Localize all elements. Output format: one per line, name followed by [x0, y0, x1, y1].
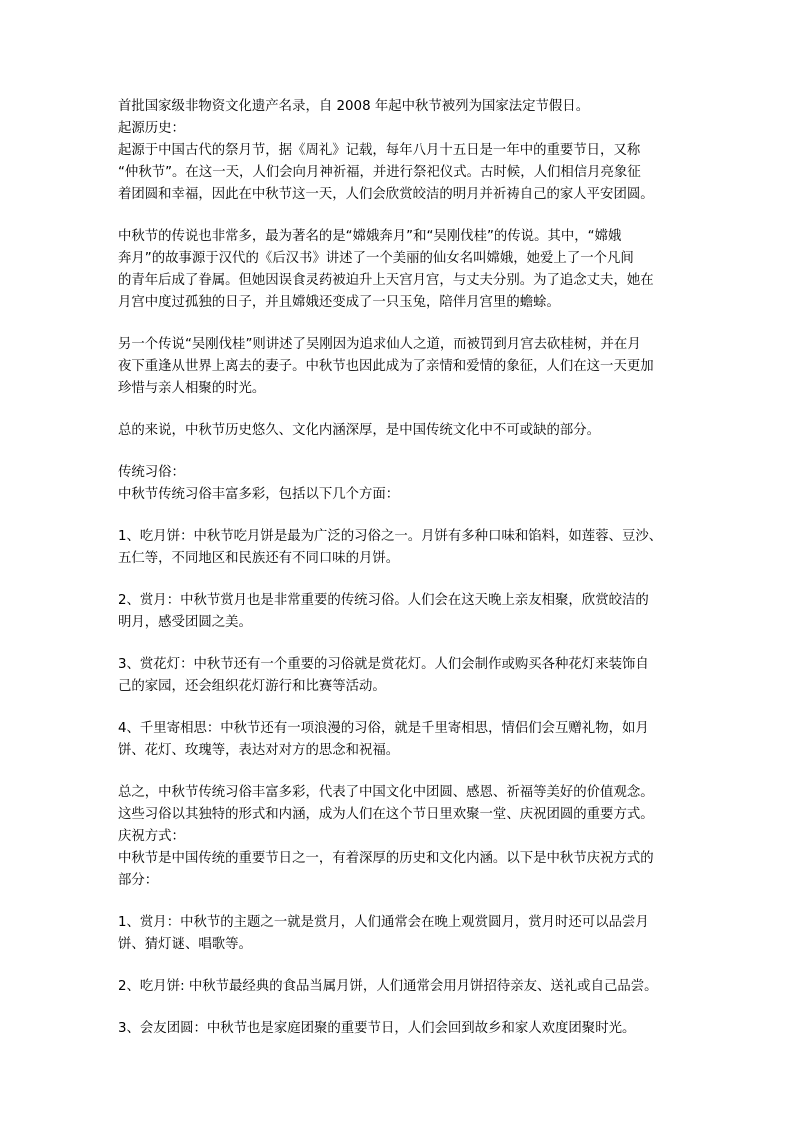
- text-line: 这些习俗以其独特的形式和内涵，成为人们在这个节日里欢聚一堂、庆祝团圆的重要方式。: [118, 807, 654, 822]
- text-line: 4、千里寄相思：中秋节还有一项浪漫的习俗，就是千里寄相思，情侣们会互赠礼物，如月: [118, 721, 649, 736]
- text-line: 奔月”的故事源于汉代的《后汉书》讲述了一个美丽的仙女名叫嫦娥，她爱上了一个凡间: [118, 251, 634, 266]
- customs-item-4: [118, 718, 684, 762]
- text-line: 己的家园，还会组织花灯游行和比赛等活动。: [118, 679, 386, 694]
- customs-item-1: [118, 526, 684, 570]
- celebration-item-2: [118, 976, 684, 998]
- text-line: 夜下重逢从世界上离去的妻子。中秋节也因此成为了亲情和爱情的象征，人们在这一天更加: [118, 359, 654, 374]
- celebration-heading: 庆祝方式：: [118, 829, 185, 844]
- text-line: 2、赏月：中秋节赏月也是非常重要的传统习俗。人们会在这天晚上亲友相聚，欣赏皎洁的: [118, 593, 649, 608]
- text-line: 珍惜与亲人相聚的时光。: [118, 381, 266, 396]
- text-line: 总的来说，中秋节历史悠久、文化内涵深厚，是中国传统文化中不可或缺的部分。: [118, 423, 601, 438]
- celebration-lead: [118, 848, 684, 892]
- text-line: 中秋节的传说也非常多，最为著名的是“嫦娥奔月”和“吴刚伐桂”的传说。其中，“嫦娥: [118, 229, 622, 244]
- text-line: 总之，中秋节传统习俗丰富多彩，代表了中国文化中团圆、感恩、祈福等美好的价值观念。: [118, 785, 654, 800]
- text-line: 月宫中度过孤独的日子，并且嫦娥还变成了一只玉兔，陪伴月宫里的蟾蜍。: [118, 295, 560, 310]
- text-line: 3、会友团圆：中秋节也是家庭团聚的重要节日，人们会回到故乡和家人欢度团聚时光。: [118, 1021, 636, 1036]
- text-line: 3、赏花灯：中秋节还有一个重要的习俗就是赏花灯。人们会制作或购买各种花灯来装饰自: [118, 657, 649, 672]
- text-line: “仲秋节”。在这一天，人们会向月神祈福，并进行祭祀仪式。古时候，人们相信月亮象征: [118, 165, 641, 180]
- text-line: 2、吃月饼: 中秋节最经典的食品当属月饼，人们通常会用月饼招待亲友、送礼或自己品尝。: [118, 979, 658, 994]
- origin-heading: 起源历史：: [118, 121, 185, 136]
- celebration-item-3: [118, 1018, 684, 1040]
- text-line: 中秋节是中国传统的重要节日之一，有着深厚的历史和文化内涵。以下是中秋节庆祝方式的: [118, 851, 654, 866]
- text-line: 着团圆和幸福，因此在中秋节这一天，人们会欣赏皎洁的明月并祈祷自己的家人平安团圆。: [118, 187, 654, 202]
- origin-paragraph-1: [118, 140, 684, 206]
- origin-paragraph-2: [118, 226, 684, 314]
- origin-paragraph-4: [118, 420, 684, 442]
- customs-heading: 传统习俗：: [118, 465, 185, 480]
- text-line: 部分：: [118, 873, 159, 888]
- text-line: 另一个传说“吴刚伐桂”则讲述了吴刚因为追求仙人之道，而被罚到月宫去砍桂树，并在月: [118, 337, 641, 352]
- text-line: 的青年后成了眷属。但她因误食灵药被迫升上天宫月宫，与丈夫分别。为了追念丈夫，她在: [118, 273, 654, 288]
- text-line: 五仁等，不同地区和民族还有不同口味的月饼。: [118, 551, 400, 566]
- customs-summary: [118, 782, 684, 826]
- text-line: 饼、花灯、玫瑰等，表达对对方的思念和祝福。: [118, 743, 400, 758]
- text-line: 1、赏月：中秋节的主题之一就是赏月，人们通常会在晚上观赏圆月，赏月时还可以品尝月: [118, 915, 649, 930]
- celebration-item-1: [118, 912, 684, 956]
- text-line: 起源于中国古代的祭月节，据《周礼》记载，每年八月十五日是一年中的重要节日，又称: [118, 143, 641, 158]
- customs-item-3: [118, 654, 684, 698]
- intro-line: 首批国家级非物资文化遗产名录，自 2008 年起中秋节被列为国家法定节假日。: [118, 99, 590, 114]
- customs-item-2: [118, 590, 684, 634]
- text-line: 明月，感受团圆之美。: [118, 615, 252, 630]
- origin-paragraph-3: [118, 334, 684, 400]
- text-line: 饼、猜灯谜、唱歌等。: [118, 937, 252, 952]
- text-line: 1、吃月饼：中秋节吃月饼是最为广泛的习俗之一。月饼有多种口味和馅料，如莲蓉、豆沙、: [118, 529, 663, 544]
- customs-lead: 中秋节传统习俗丰富多彩，包括以下几个方面：: [118, 487, 400, 502]
- document-page: [118, 96, 684, 1040]
